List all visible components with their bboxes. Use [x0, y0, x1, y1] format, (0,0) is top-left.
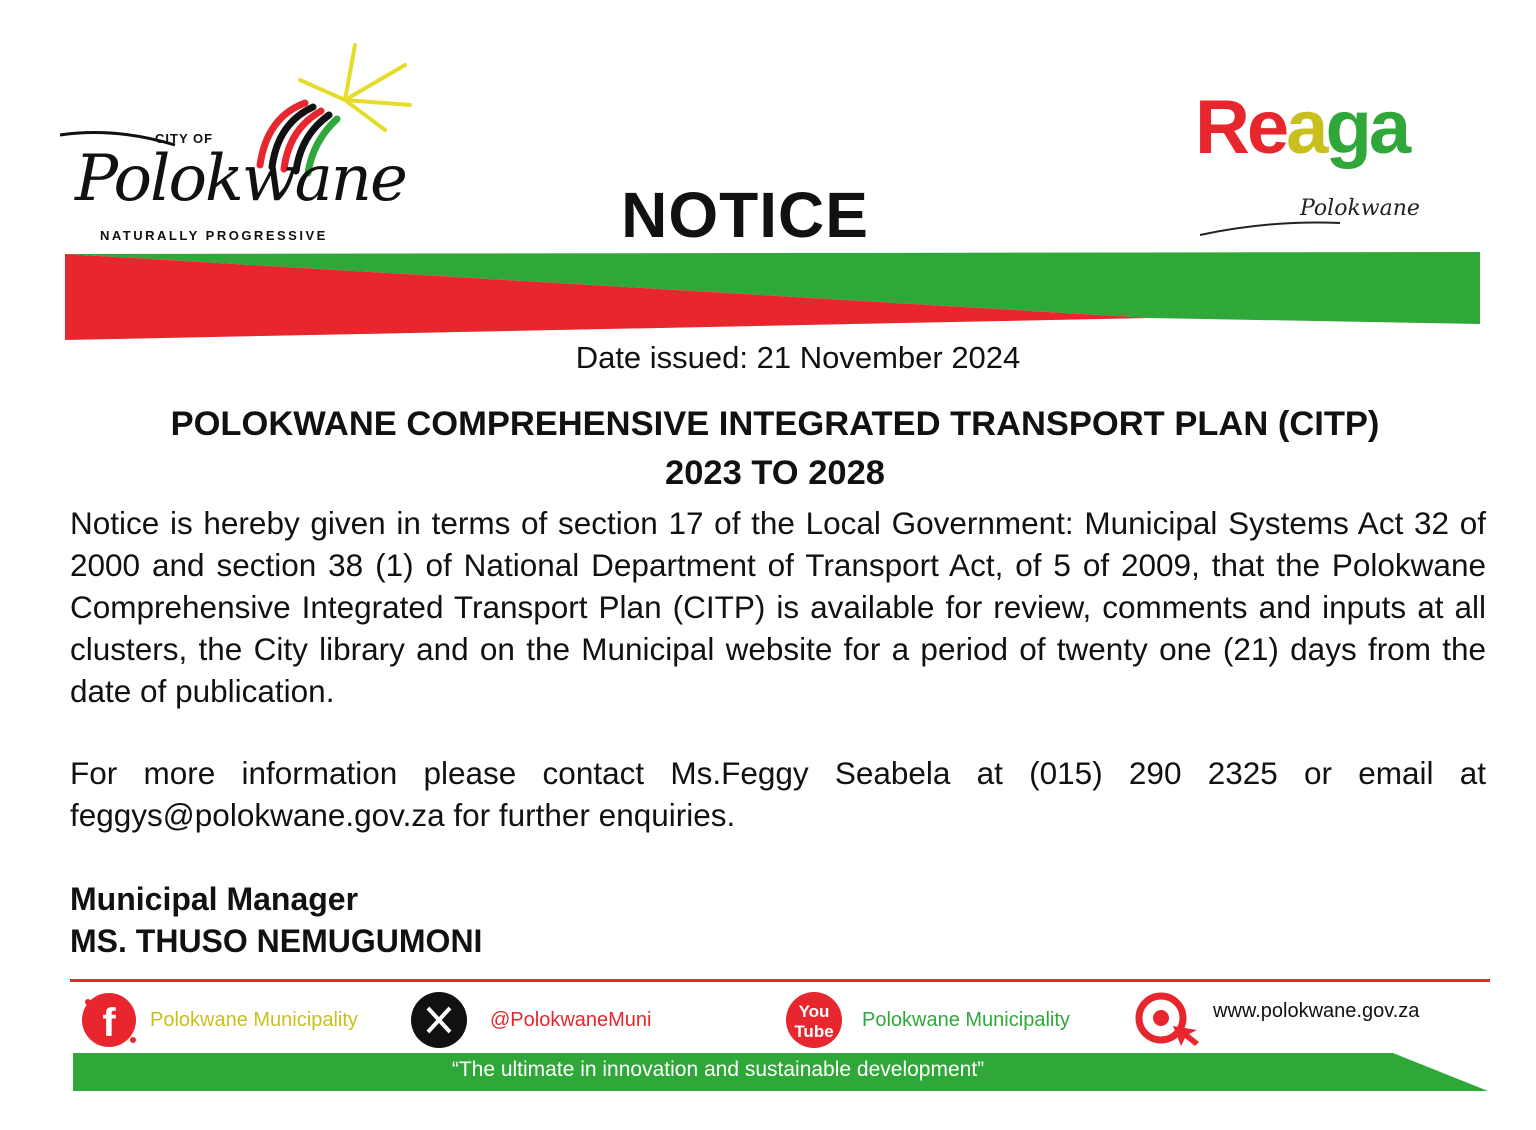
contact-info: For more information please contact Ms.Feggy Seabela at (015) 290 2325 or email at feggys@polokwane.gov.za for further enquiries. [70, 755, 1486, 833]
logo-city-of-text: CITY OF [155, 131, 214, 146]
reaga-subtitle: Polokwane [1300, 196, 1420, 221]
web-cursor-icon [1133, 990, 1203, 1050]
header-banner-stripe [60, 248, 1485, 343]
svg-text:f: f [102, 1001, 116, 1045]
reaga-polokwane-logo [1190, 85, 1480, 245]
city-of-polokwane-logo [55, 35, 425, 250]
youtube-icon [776, 989, 852, 1051]
svg-text:Tube: Tube [794, 1022, 834, 1041]
document-heading [40, 400, 1510, 498]
x-icon [410, 991, 468, 1049]
footer-tagline: “The ultimate in innovation and sustainable development” [451, 1058, 985, 1081]
signatory-title: Municipal Manager [70, 881, 359, 917]
youtube-label: Polokwane Municipality [862, 1008, 1070, 1031]
x-link[interactable] [410, 990, 652, 1050]
svg-text:You: You [798, 1002, 830, 1021]
x-label: @PolokwaneMuni [490, 1008, 652, 1031]
youtube-link[interactable] [776, 990, 1070, 1050]
heading-line-1: POLOKWANE COMPREHENSIVE INTEGRATED TRANSPORT PLAN (CITP) [170, 405, 1380, 443]
footer-divider [70, 979, 1490, 982]
website-label: www.polokwane.gov.za [1213, 999, 1420, 1022]
website-link[interactable] [1133, 990, 1419, 1050]
signatory-name: MS. THUSO NEMUGUMONI [70, 923, 483, 959]
signatory-block [70, 878, 482, 962]
svg-text:Reaga: Reaga [1195, 85, 1409, 170]
logo-polokwane-text: Polokwane [75, 142, 406, 216]
facebook-link[interactable] [78, 990, 358, 1050]
notice-title: NOTICE [621, 179, 869, 251]
heading-line-2: 2023 TO 2028 [665, 454, 885, 492]
date-issued: Date issued: 21 November 2024 [575, 340, 1021, 375]
facebook-icon [78, 990, 140, 1050]
facebook-label: Polokwane Municipality [150, 1008, 358, 1031]
notice-body: Notice is hereby given in terms of section 17 of the Local Government: Municipal Systems Act 32 of 2000 and section 38 (1) of National Department of Transport Act, of 5 of 2009, that the Polokwane Comprehensive Integrated Transport Plan (CITP) is available for review, comments and inputs at all clusters, the City library and on the Municipal website for a period of twenty one (21) days from the date of publication. [70, 505, 1486, 709]
logo-tagline-text: NATURALLY PROGRESSIVE [100, 228, 328, 243]
